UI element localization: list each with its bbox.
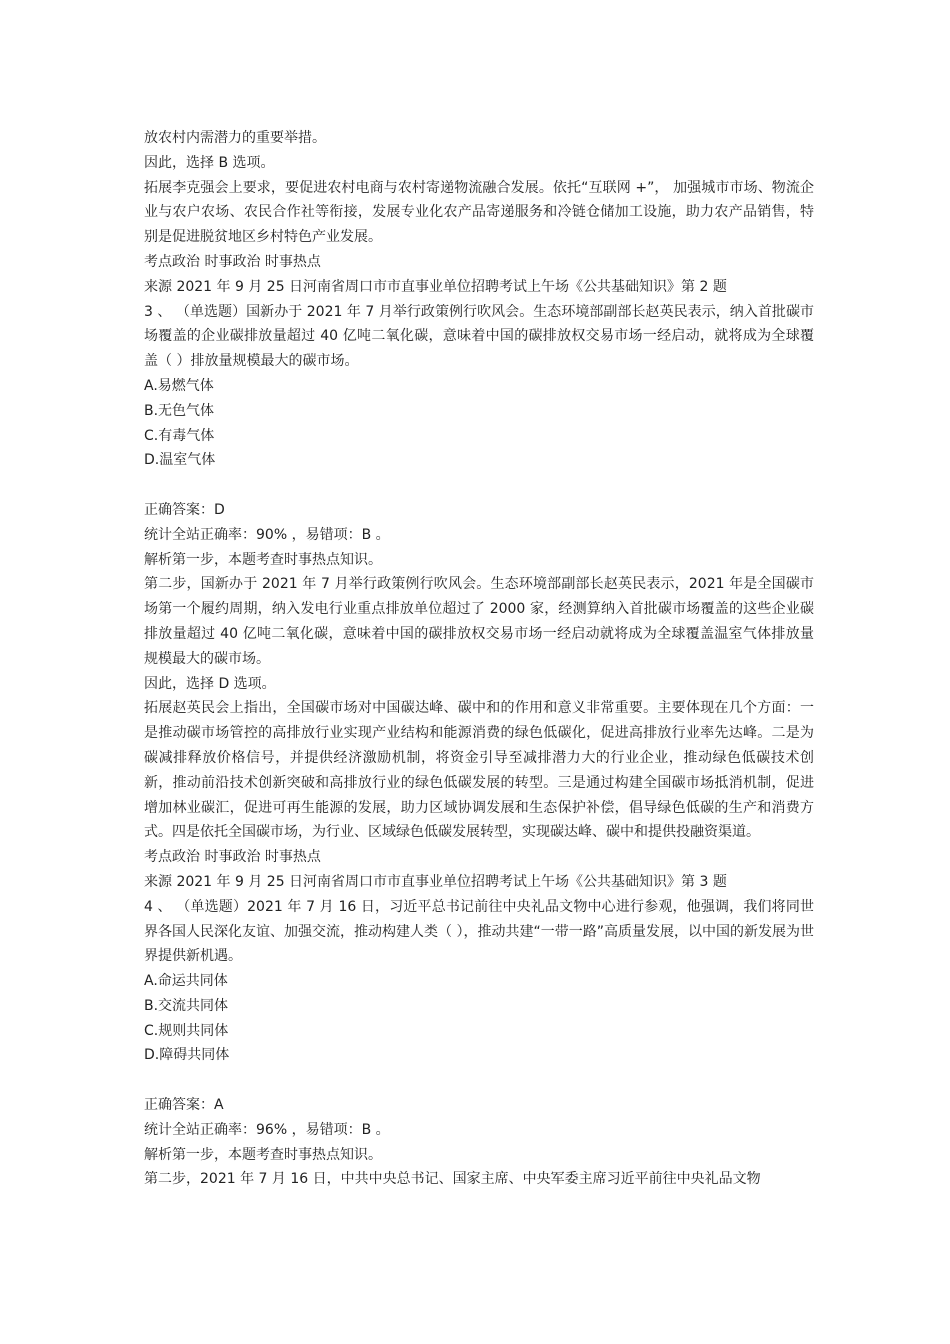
- question-3-topic: 考点政治 时事政治 时事热点: [144, 849, 321, 866]
- question-3-conclusion: 因此，选择 D 选项。: [144, 675, 276, 692]
- question-4-option-d: D.障碍共同体: [144, 1047, 230, 1064]
- question-3-stem: 3 、 （单选题）国新办于 2021 年 7 月举行政策例行吹风会。生态环境部副部长赵英民表示，纳入首批碳市场覆盖的企业碳排放量超过 40 亿吨二氧化碳，意味着中国的碳排放权交易市场一经启动，就将成为全球覆盖（ ）排放量规模最大的碳市场。: [144, 303, 814, 370]
- question-4-option-b: B.交流共同体: [144, 997, 229, 1014]
- question-3-analysis-step1: 解析第一步，本题考查时事热点知识。: [144, 551, 382, 568]
- question-3-option-a: A.易燃气体: [144, 377, 214, 394]
- question-4-option-c: C.规则共同体: [144, 1022, 229, 1039]
- question-4-analysis-step1: 解析第一步，本题考查时事热点知识。: [144, 1146, 382, 1163]
- text-line: 放农村内需潜力的重要举措。: [144, 130, 326, 146]
- question-3-source: 来源 2021 年 9 月 25 日河南省周口市市直事业单位招聘考试上午场《公共基础知识》第 3 题: [144, 873, 727, 890]
- question-4-stats: 统计全站正确率：96% ，易错项：B 。: [144, 1121, 390, 1138]
- spacer: [144, 1068, 814, 1093]
- topic-line: 考点政治 时事政治 时事热点: [144, 253, 321, 270]
- question-3-option-c: C.有毒气体: [144, 427, 215, 444]
- question-3-stats: 统计全站正确率：90% ，易错项：B 。: [144, 526, 390, 543]
- question-4-option-a: A.命运共同体: [144, 973, 228, 990]
- question-4-stem: 4 、 （单选题）2021 年 7 月 16 日，习近平总书记前往中央礼品文物中心进行参观，他强调，我们将同世界各国人民深化友谊、加强交流，推动构建人类（ ），推动共建“一带一路”高质量发展，以中国的新发展为世界提供新机遇。: [144, 898, 814, 965]
- question-3-analysis-step2: 第二步，国新办于 2021 年 7 月举行政策例行吹风会。生态环境部副部长赵英民表示，2021 年是全国碳市场第一个履约周期，纳入发电行业重点排放单位超过了 2000 家，经测算纳入首批碳市场覆盖的这些企业碳排放量超过 40 亿吨二氧化碳，意味着中国的碳排放权交易市场一经启动就将成为全球覆盖温室气体排放量规模最大的碳市场。: [144, 576, 814, 667]
- source-line: 来源 2021 年 9 月 25 日河南省周口市市直事业单位招聘考试上午场《公共基础知识》第 2 题: [144, 278, 727, 295]
- question-3-expansion: 拓展赵英民会上指出，全国碳市场对中国碳达峰、碳中和的作用和意义非常重要。主要体现在几个方面：一是推动碳市场管控的高排放行业实现产业结构和能源消费的绿色低碳化，促进高排放行业率先达峰。二是为碳减排释放价格信号，并提供经济激励机制，将资金引导至减排潜力大的行业企业，推动绿色低碳技术创新，推动前沿技术创新突破和高排放行业的绿色低碳发展的转型。三是通过构建全国碳市场抵消机制，促进增加林业碳汇，促进可再生能源的发展，助力区域协调发展和生态保护补偿，倡导绿色低碳的生产和消费方式。四是依托全国碳市场，为行业、区域绿色低碳发展转型，实现碳达峰、碳中和提供投融资渠道。: [144, 700, 814, 841]
- question-3-option-b: B.无色气体: [144, 402, 215, 419]
- spacer: [144, 473, 814, 498]
- question-3-answer: 正确答案：D: [144, 501, 225, 518]
- choice-conclusion: 因此，选择 B 选项。: [144, 154, 275, 171]
- question-4-analysis-step2: 第二步，2021 年 7 月 16 日，中共中央总书记、国家主席、中央军委主席习近平前往中央礼品文物: [144, 1171, 761, 1188]
- expansion-paragraph: 拓展李克强会上要求，要促进农村电商与农村寄递物流融合发展。依托“互联网 +”， 加强城市市场、物流企业与农户农场、农民合作社等衔接，发展专业化农产品寄递服务和冷链仓储加工设施，助力农产品销售，特别是促进脱贫地区乡村特色产业发展。: [144, 179, 814, 246]
- document-page: [144, 126, 814, 1192]
- question-4-answer: 正确答案：A: [144, 1097, 224, 1114]
- question-3-option-d: D.温室气体: [144, 452, 216, 469]
